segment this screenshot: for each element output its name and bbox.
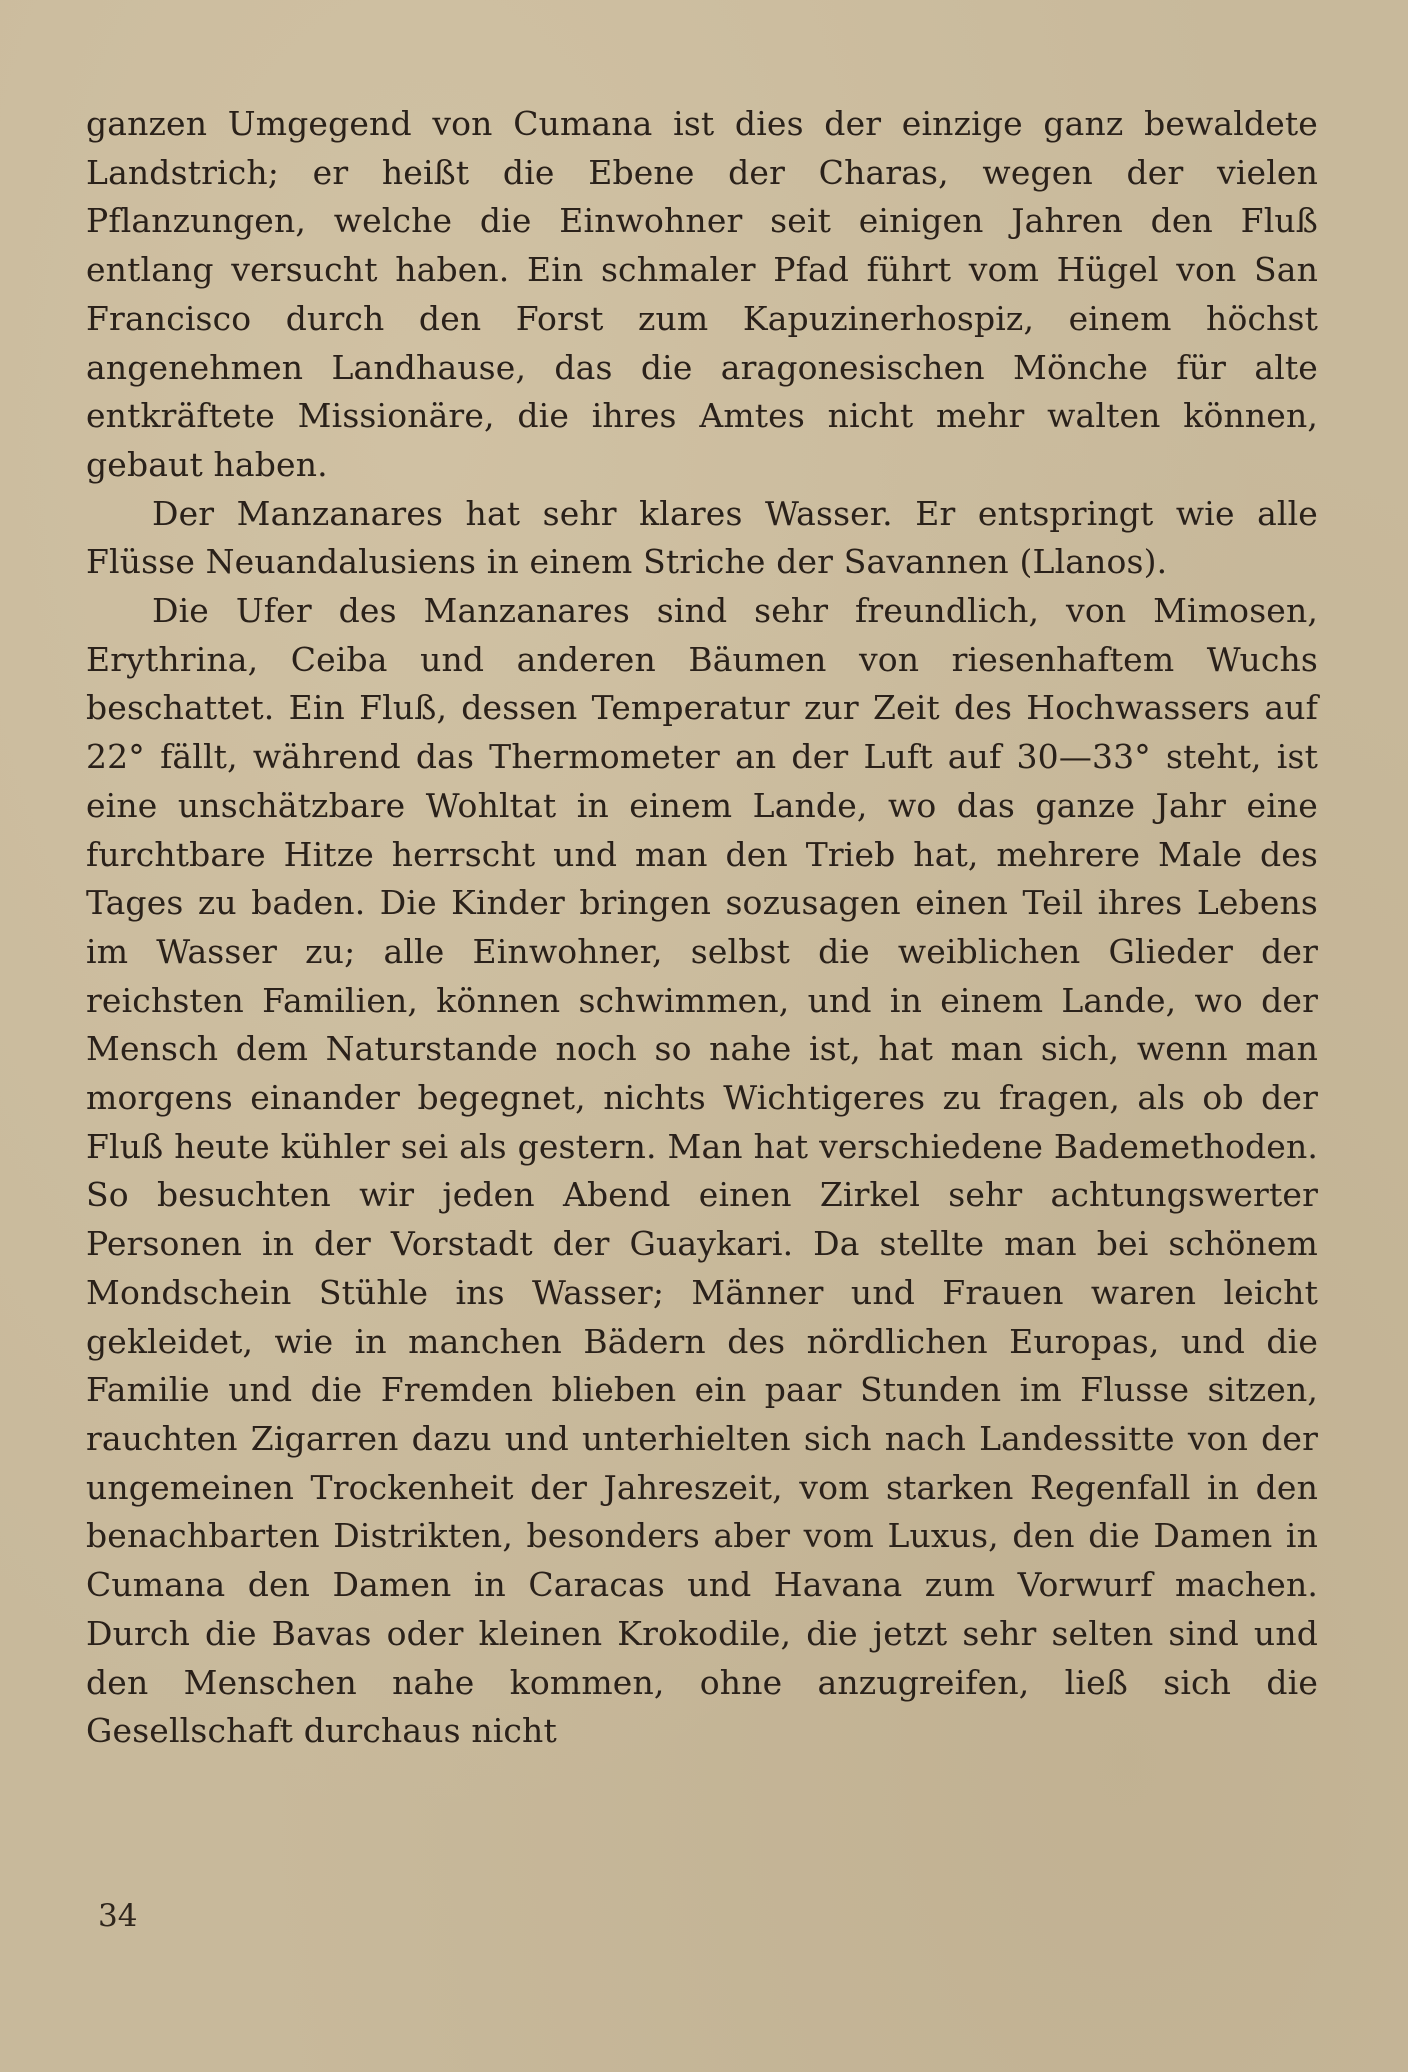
page-number: 34 (98, 1898, 138, 1934)
paragraph-1: ganzen Umgegend von Cumana ist dies der einzige ganz bewaldete Landstrich; er heißt die Ebene der Charas, wegen der vielen Pflanzungen, welche die Einwohner seit einigen Jahren den Fluß entlang versucht haben. Ein schmaler Pfad führt vom Hügel von San Francisco durch den Forst zum Kapuzinerhospiz, einem höchst angenehmen Landhause, das die aragonesischen Mönche für alte entkräftete Missionäre, die ihres Amtes nicht mehr walten können, gebaut haben. (86, 104, 1318, 484)
paragraph-3: Die Ufer des Manzanares sind sehr freundlich, von Mimosen, Erythrina, Ceiba und anderen Bäumen von riesenhaftem Wuchs beschattet. Ein Fluß, dessen Temperatur zur Zeit des Hochwassers auf 22° fällt, während das Thermometer an der Luft auf 30—33° steht, ist eine unschätzbare Wohltat in einem Lande, wo das ganze Jahr eine furchtbare Hitze herrscht und man den Trieb hat, mehrere Male des Tages zu baden. Die Kinder bringen sozusagen einen Teil ihres Lebens im Wasser zu; alle Einwohner, selbst die weiblichen Glieder der reichsten Familien, können schwimmen, und in einem Lande, wo der Mensch dem Naturstande noch so nahe ist, hat man sich, wenn man morgens einander begegnet, nichts Wichtigeres zu fragen, als ob der Fluß heute kühler sei als gestern. Man hat verschiedene Bademethoden. So besuchten wir jeden Abend einen Zirkel sehr achtungswerter Personen in der Vorstadt der Guaykari. Da stellte man bei schönem Mondschein Stühle ins Wasser; Männer und Frauen waren leicht gekleidet, wie in manchen Bädern des nördlichen Europas, und die Familie und die Fremden blieben ein paar Stunden im Flusse sitzen, rauchten Zigarren dazu und unterhielten sich nach Landessitte von der ungemeinen Trockenheit der Jahreszeit, vom starken Regenfall in den benachbarten Distrikten, besonders aber vom Luxus, den die Damen in Cumana den Damen in Caracas und Havana zum Vorwurf machen. Durch die Bavas oder kleinen Krokodile, die jetzt sehr selten sind und den Menschen nahe kommen, ohne anzugreifen, ließ sich die Gesellschaft durchaus nicht (86, 591, 1318, 1751)
body-text (86, 100, 1318, 1756)
paragraph-2: Der Manzanares hat sehr klares Wasser. Er entspringt wie alle Flüsse Neuandalusiens in einem Striche der Savannen (Llanos). (86, 493, 1318, 582)
